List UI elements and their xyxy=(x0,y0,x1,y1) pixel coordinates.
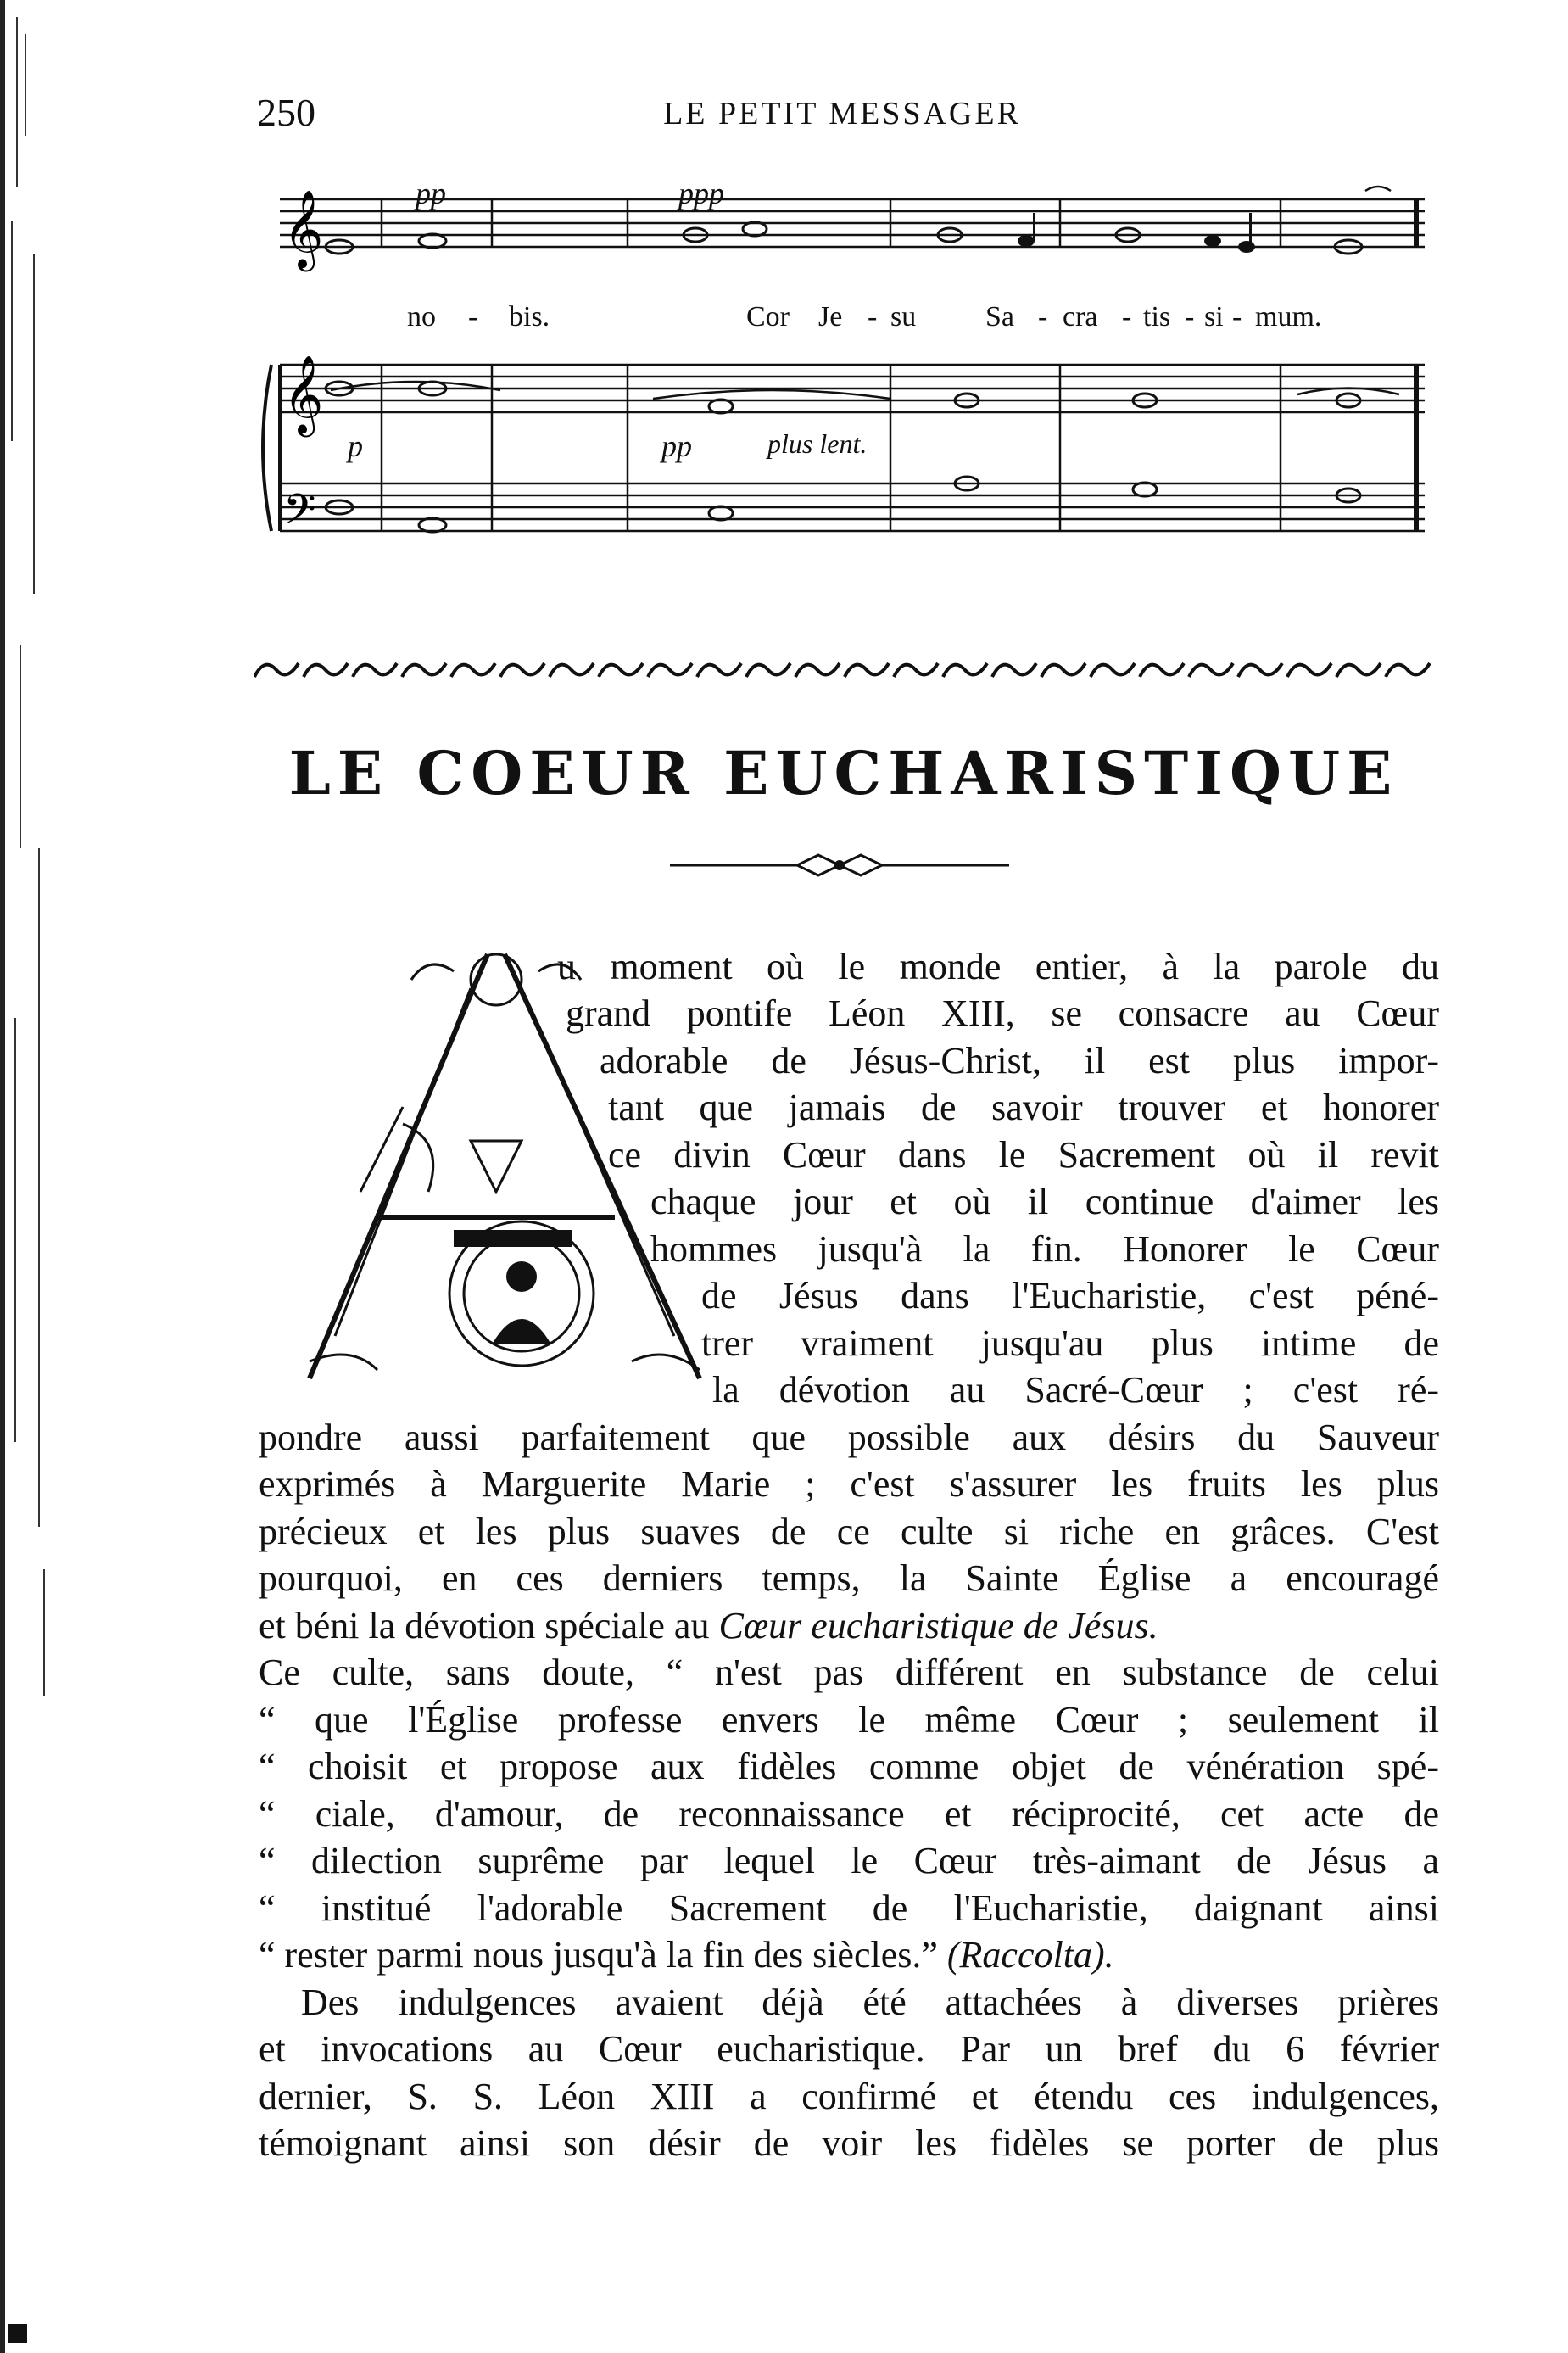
fleuron-motif xyxy=(1336,663,1381,677)
music-score xyxy=(246,176,1433,615)
text-line-start: et béni la dévotion spéciale au xyxy=(259,1605,719,1646)
lyric-syllable: su xyxy=(890,301,917,333)
text-line: trer vraiment jusqu'au plus intime de xyxy=(701,1322,1439,1364)
lyric-syllable: Je xyxy=(818,301,843,333)
fleuron-motif xyxy=(1287,663,1331,677)
fleuron-motif xyxy=(402,663,446,677)
treble-clef-icon: 𝄞 xyxy=(283,355,324,433)
italic-phrase: Cœur eucharistique de Jésus. xyxy=(718,1605,1158,1646)
article-title: LE COEUR EUCHARISTIQUE xyxy=(288,738,1399,808)
lyric-syllable: - xyxy=(1232,301,1242,333)
fleuron-ornament-band xyxy=(254,653,1433,687)
fleuron-motif xyxy=(1091,663,1135,677)
text-line: Des indulgences avaient déjà été attachées à diverses prières xyxy=(301,1981,1439,2023)
fleuron-motif xyxy=(599,663,643,677)
treble-clef-icon: 𝄞 xyxy=(283,189,324,268)
citation: (Raccolta). xyxy=(946,1934,1114,1976)
text-line: pondre aussi parfaitement que possible aux désirs du Sauveur xyxy=(259,1417,1439,1458)
lyric-syllable: si xyxy=(1204,301,1224,333)
text-line: de Jésus dans l'Eucharistie, c'est péné- xyxy=(701,1275,1439,1316)
fleuron-motif xyxy=(254,663,299,677)
fleuron-motif xyxy=(1189,663,1233,677)
fleuron-motif xyxy=(845,663,889,677)
fleuron-motif xyxy=(1140,663,1184,677)
text-line xyxy=(259,1934,1439,1976)
fleuron-motif xyxy=(451,663,495,677)
fleuron-motif xyxy=(795,663,840,677)
text-line: la dévotion au Sacré-Cœur ; c'est ré- xyxy=(712,1369,1439,1411)
lyric-syllable: - xyxy=(468,301,478,333)
text-line: adorable de Jésus-Christ, il est plus impor- xyxy=(600,1040,1439,1081)
text-line: ce divin Cœur dans le Sacrement où il revit xyxy=(608,1134,1439,1176)
title-ornament-rule xyxy=(670,848,1009,882)
dynamic-mark: ppp xyxy=(678,176,724,210)
tempo-marking: plus lent. xyxy=(767,428,868,459)
fleuron-motif xyxy=(550,663,594,677)
text-line: hommes jusqu'à la fin. Honorer le Cœur xyxy=(650,1228,1439,1270)
bass-clef-icon: 𝄢 xyxy=(283,485,316,545)
text-line xyxy=(259,1605,1439,1647)
dynamic-mark: pp xyxy=(416,176,446,210)
text-line: et invocations au Cœur eucharistique. Par un bref du 6 février xyxy=(259,2028,1439,2070)
text-line: “ que l'Église professe envers le même Cœur ; seulement il xyxy=(259,1699,1439,1741)
lyric-syllable: bis. xyxy=(509,301,550,333)
page-header xyxy=(257,90,1427,141)
fleuron-motif xyxy=(697,663,741,677)
dynamic-mark: pp xyxy=(661,429,692,463)
fleuron-motif xyxy=(746,663,790,677)
text-line: témoignant ainsi son désir de voir les fidèles se porter de plus xyxy=(259,2122,1439,2164)
fleuron-motif xyxy=(1041,663,1085,677)
text-line-start: “ rester parmi nous jusqu'à la fin des siècles.” xyxy=(259,1934,947,1976)
text-line: tant que jamais de savoir trouver et honorer xyxy=(608,1087,1439,1128)
text-line: précieux et les plus suaves de ce culte si riche en grâces. C'est xyxy=(259,1511,1439,1552)
lyric-syllable: - xyxy=(868,301,878,333)
fleuron-motif xyxy=(1386,663,1430,677)
text-line: “ dilection suprême par lequel le Cœur très-aimant de Jésus a xyxy=(259,1840,1439,1881)
fleuron-motif xyxy=(648,663,692,677)
running-title: LE PETIT MESSAGER xyxy=(663,96,1021,131)
fleuron-motif xyxy=(1238,663,1282,677)
fleuron-motif xyxy=(353,663,397,677)
page-edge-scan-marks xyxy=(0,0,59,2353)
text-line: “ institué l'adorable Sacrement de l'Eucharistie, daignant ainsi xyxy=(259,1887,1439,1929)
fleuron-motif xyxy=(992,663,1036,677)
text-line: u moment où le monde entier, à la parole du xyxy=(557,946,1439,987)
lyric-syllable: tis xyxy=(1143,301,1171,333)
lyric-syllable: no xyxy=(407,301,436,333)
lyric-syllable: mum. xyxy=(1255,301,1322,333)
text-line: pourquoi, en ces derniers temps, la Sainte Église a encouragé xyxy=(259,1557,1439,1599)
music-staves xyxy=(246,182,1433,615)
text-line: exprimés à Marguerite Marie ; c'est s'assurer les fruits les plus xyxy=(259,1463,1439,1505)
fleuron-motif xyxy=(500,663,544,677)
fleuron-motif xyxy=(894,663,938,677)
text-line: “ ciale, d'amour, de reconnaissance et réciprocité, cet acte de xyxy=(259,1793,1439,1835)
page-number: 250 xyxy=(257,91,315,134)
lyric-syllable: - xyxy=(1122,301,1132,333)
lyric-syllable: Sa xyxy=(985,301,1014,333)
text-line: dernier, S. S. Léon XIII a confirmé et étendu ces indulgences, xyxy=(259,2076,1439,2117)
fleuron-motif xyxy=(304,663,348,677)
lyric-syllable: - xyxy=(1038,301,1048,333)
lyric-syllable: cra xyxy=(1063,301,1098,333)
dynamic-mark: p xyxy=(348,429,363,463)
fleuron-motif xyxy=(943,663,987,677)
text-line: grand pontife Léon XIII, se consacre au Cœur xyxy=(566,992,1439,1034)
text-line: “ choisit et propose aux fidèles comme objet de vénération spé- xyxy=(259,1746,1439,1787)
text-line: Ce culte, sans doute, “ n'est pas différent en substance de celui xyxy=(259,1652,1439,1693)
lyric-syllable: - xyxy=(1185,301,1195,333)
lyric-syllable: Cor xyxy=(746,301,790,333)
text-line: chaque jour et où il continue d'aimer les xyxy=(650,1181,1439,1222)
